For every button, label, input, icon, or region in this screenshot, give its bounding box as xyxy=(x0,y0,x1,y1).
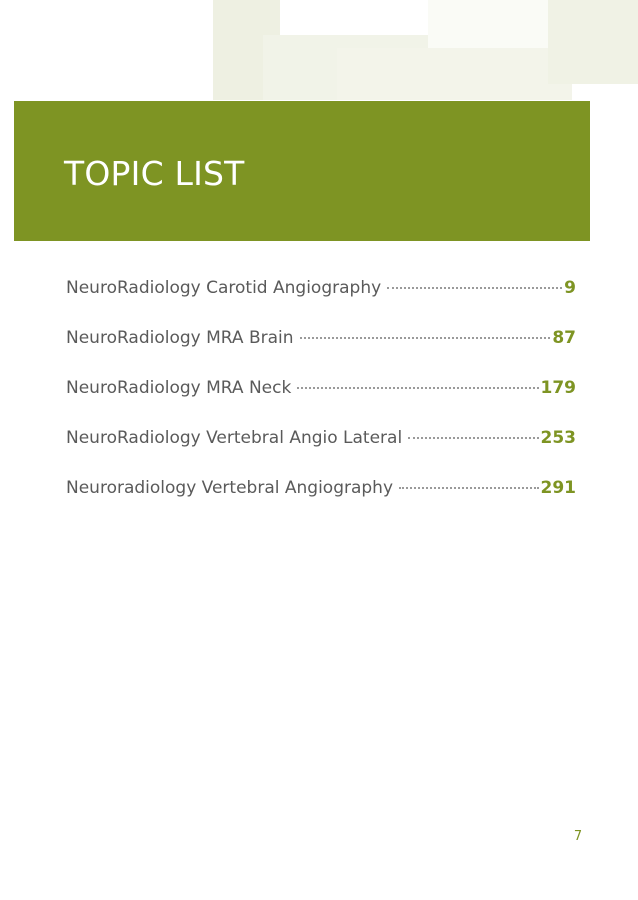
toc-entry-page: 9 xyxy=(564,278,576,298)
toc-entry-title: Neuroradiology Vertebral Angiography xyxy=(66,478,394,498)
toc-entry[interactable] xyxy=(66,326,576,376)
dot-leader xyxy=(387,287,562,289)
toc-entry-title: NeuroRadiology Vertebral Angio Lateral xyxy=(66,428,403,448)
toc-entry-page: 291 xyxy=(540,478,576,498)
table-of-contents xyxy=(66,276,576,526)
dot-leader xyxy=(408,437,538,439)
dot-leader xyxy=(399,487,538,489)
toc-entry[interactable] xyxy=(66,376,576,426)
decorative-block xyxy=(548,0,638,84)
decorative-block xyxy=(428,0,548,48)
toc-entry-page: 253 xyxy=(540,428,576,448)
header-banner xyxy=(14,101,590,241)
toc-entry[interactable] xyxy=(66,426,576,476)
page-number: 7 xyxy=(573,829,583,844)
decorative-block xyxy=(337,48,572,100)
dot-leader xyxy=(297,387,538,389)
toc-entry[interactable] xyxy=(66,476,576,526)
toc-entry-page: 179 xyxy=(540,378,576,398)
toc-entry-page: 87 xyxy=(552,328,576,348)
dot-leader xyxy=(300,337,551,339)
toc-entry-title: NeuroRadiology MRA Brain xyxy=(66,328,294,348)
toc-entry-title: NeuroRadiology Carotid Angiography xyxy=(66,278,382,298)
toc-entry[interactable] xyxy=(66,276,576,326)
page-title: TOPIC LIST xyxy=(64,154,245,193)
toc-entry-title: NeuroRadiology MRA Neck xyxy=(66,378,292,398)
